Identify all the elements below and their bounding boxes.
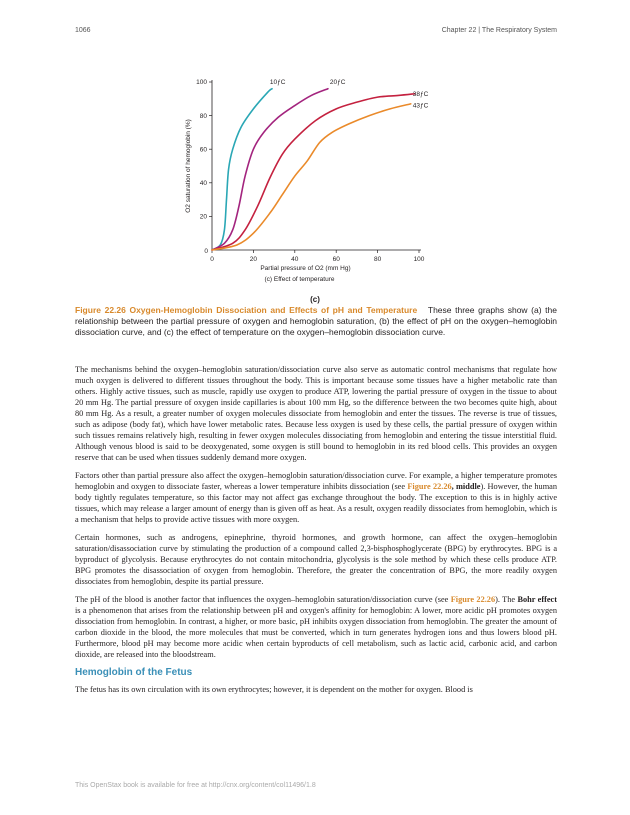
figure-link[interactable]: Figure 22.26	[450, 595, 496, 604]
paragraph-1: The mechanisms behind the oxygen–hemoglobin saturation/dissociation curve also serve as automatic control mechanisms that regulate how much oxygen is delivered to different tissues throughout the body. This is important because some tissues have a higher metabolic rate than others. Highly active tissues, such as muscle, rapidly use oxygen to produce ATP, lowering the partial pressure of oxygen in the tissue to about 20 mm Hg. The partial pressure of oxygen inside capillaries is about 100 mm Hg, so the difference between the two becomes quite high, about 80 mm Hg. As a result, a greater number of oxygen molecules dissociate from hemoglobin and enter the tissues. The reverse is true of tissues, such as adipose (body fat), which have lower metabolic rates. Because less oxygen is used by these cells, the partial pressure of oxygen within such tissues remains relatively high, resulting in fewer oxygen molecules dissociating from hemoglobin and entering the tissue interstitial fluid. Although venous blood is said to be deoxygenated, some oxygen is still bound to hemoglobin in its red blood cells. This provides an oxygen reserve that can be used when tissues suddenly demand more oxygen.	[75, 365, 557, 462]
y-axis-label: O2 saturation of hemoglobin (%)	[185, 119, 192, 213]
series-line-2	[212, 94, 415, 250]
paragraph-4-text-b: ). The	[495, 595, 518, 604]
figure-caption	[75, 305, 557, 338]
body-text	[75, 364, 557, 702]
y-tick-label: 60	[199, 146, 207, 154]
temperature-dissociation-chart	[170, 70, 441, 287]
series-label-2: 38ƒC	[412, 90, 429, 98]
paragraph-4-text-c: is a phenomenon that arises from the relationship between pH and oxygen's affinity for hemoglobin: A lower, more acidic pH promotes oxygen dissociation from hemoglobin. In contrast, a higher, or more basic, pH inhibits oxygen dissociation from hemoglobin. The greater the amount of carbon dioxide in the blood, the more molecules that must be converted, which in turn generates hydrogen ions and thus lowers blood pH. Furthermore, blood pH may become more acidic when certain byproducts of cell metabolism, such as lactic acid, carbonic acid, and carbon dioxide, are released into the bloodstream.	[75, 606, 557, 659]
series-label-1: 20ƒC	[329, 79, 346, 86]
paragraph-3: Certain hormones, such as androgens, epinephrine, thyroid hormones, and growth hormone, can affect the oxygen–hemoglobin saturation/disassociation curve by stimulating the production of a compound called 2,3-bisphosphoglycerate (BPG) by erythrocytes. BPG is a byproduct of glycolysis. Because erythrocytes do not contain mitochondria, glycolysis is the sole method by which these cells produce ATP. BPG promotes the disassociation of oxygen from hemoglobin. Therefore, the greater the concentration of BPG, the more readily oxygen dissociates from hemoglobin, despite its partial pressure.	[75, 533, 557, 586]
panel-letter: (c)	[310, 295, 320, 304]
paragraph-2-middle: , middle	[451, 482, 481, 491]
section-heading: Hemoglobin of the Fetus	[75, 667, 193, 678]
origin-label: 0	[204, 248, 208, 255]
series-label-0: 10ƒC	[269, 79, 286, 86]
figure-caption-label[interactable]: Figure 22.26 Oxygen-Hemoglobin Dissociation and Effects of pH and Temperature	[75, 305, 418, 315]
bohr-effect-term: Bohr effect	[517, 595, 557, 604]
paragraph-5: The fetus has its own circulation with its own erythrocytes; however, it is dependent on the mother for oxygen. Blood is	[75, 685, 473, 694]
x-tick-label: 80	[373, 256, 382, 263]
paragraph-2-text-a: Factors other than partial pressure also affect the oxygen–hemoglobin saturation/dissociation curve. For example, a higher temperature promotes hemoglobin and oxygen to dissociate faster, whereas a lower temperature inhibits dissociation (see	[75, 471, 557, 491]
footer-note: This OpenStax book is available for free at http://cnx.org/content/col11496/1.8	[75, 782, 316, 789]
chapter-header: Chapter 22 | The Respiratory System	[441, 27, 557, 34]
figure-link[interactable]: Figure 22.26	[407, 482, 452, 491]
paragraph-4-text-a: The pH of the blood is another factor that influences the oxygen–hemoglobin saturation/dissociation curve (see	[75, 595, 451, 604]
figure-caption-text: These three graphs show (a) the relationship between the partial pressure of oxygen and hemoglobin saturation, (b) the effect of pH on the oxygen–hemoglobin dissociation curve, and (c) the effect of temperature on the oxygen–hemoglobin dissociation curve.	[75, 305, 557, 337]
x-tick-label: 40	[291, 256, 299, 263]
series-line-0	[212, 89, 272, 250]
x-tick-label: 0	[210, 256, 214, 263]
y-tick-label: 100	[196, 79, 207, 87]
paragraph-2	[75, 470, 557, 525]
y-tick-label: 20	[199, 213, 207, 221]
chart-svg	[170, 70, 441, 287]
x-tick-label: 60	[332, 256, 340, 263]
series-label-3: 43ƒC	[412, 102, 429, 110]
page-number: 1066	[75, 27, 91, 34]
paragraph-2-text-c: ). However, the human body tightly regulates temperature, so this factor may not affect gas exchange throughout the body. The exception to this is in highly active tissues, which may release a larger amount of energy than is given off as heat. As a result, oxygen readily dissociates from hemoglobin, which is a mechanism that helps to provide active tissues with more oxygen.	[75, 482, 557, 524]
series-line-1	[212, 89, 328, 250]
x-tick-label: 20	[249, 256, 258, 263]
y-tick-label: 40	[199, 180, 207, 187]
paragraph-4	[75, 594, 557, 660]
x-axis-label: Partial pressure of O2 (mm Hg)	[260, 265, 351, 272]
chart-subtitle: (c) Effect of temperature	[264, 276, 335, 283]
y-tick-label: 80	[199, 112, 207, 120]
x-tick-label: 100	[413, 256, 425, 263]
